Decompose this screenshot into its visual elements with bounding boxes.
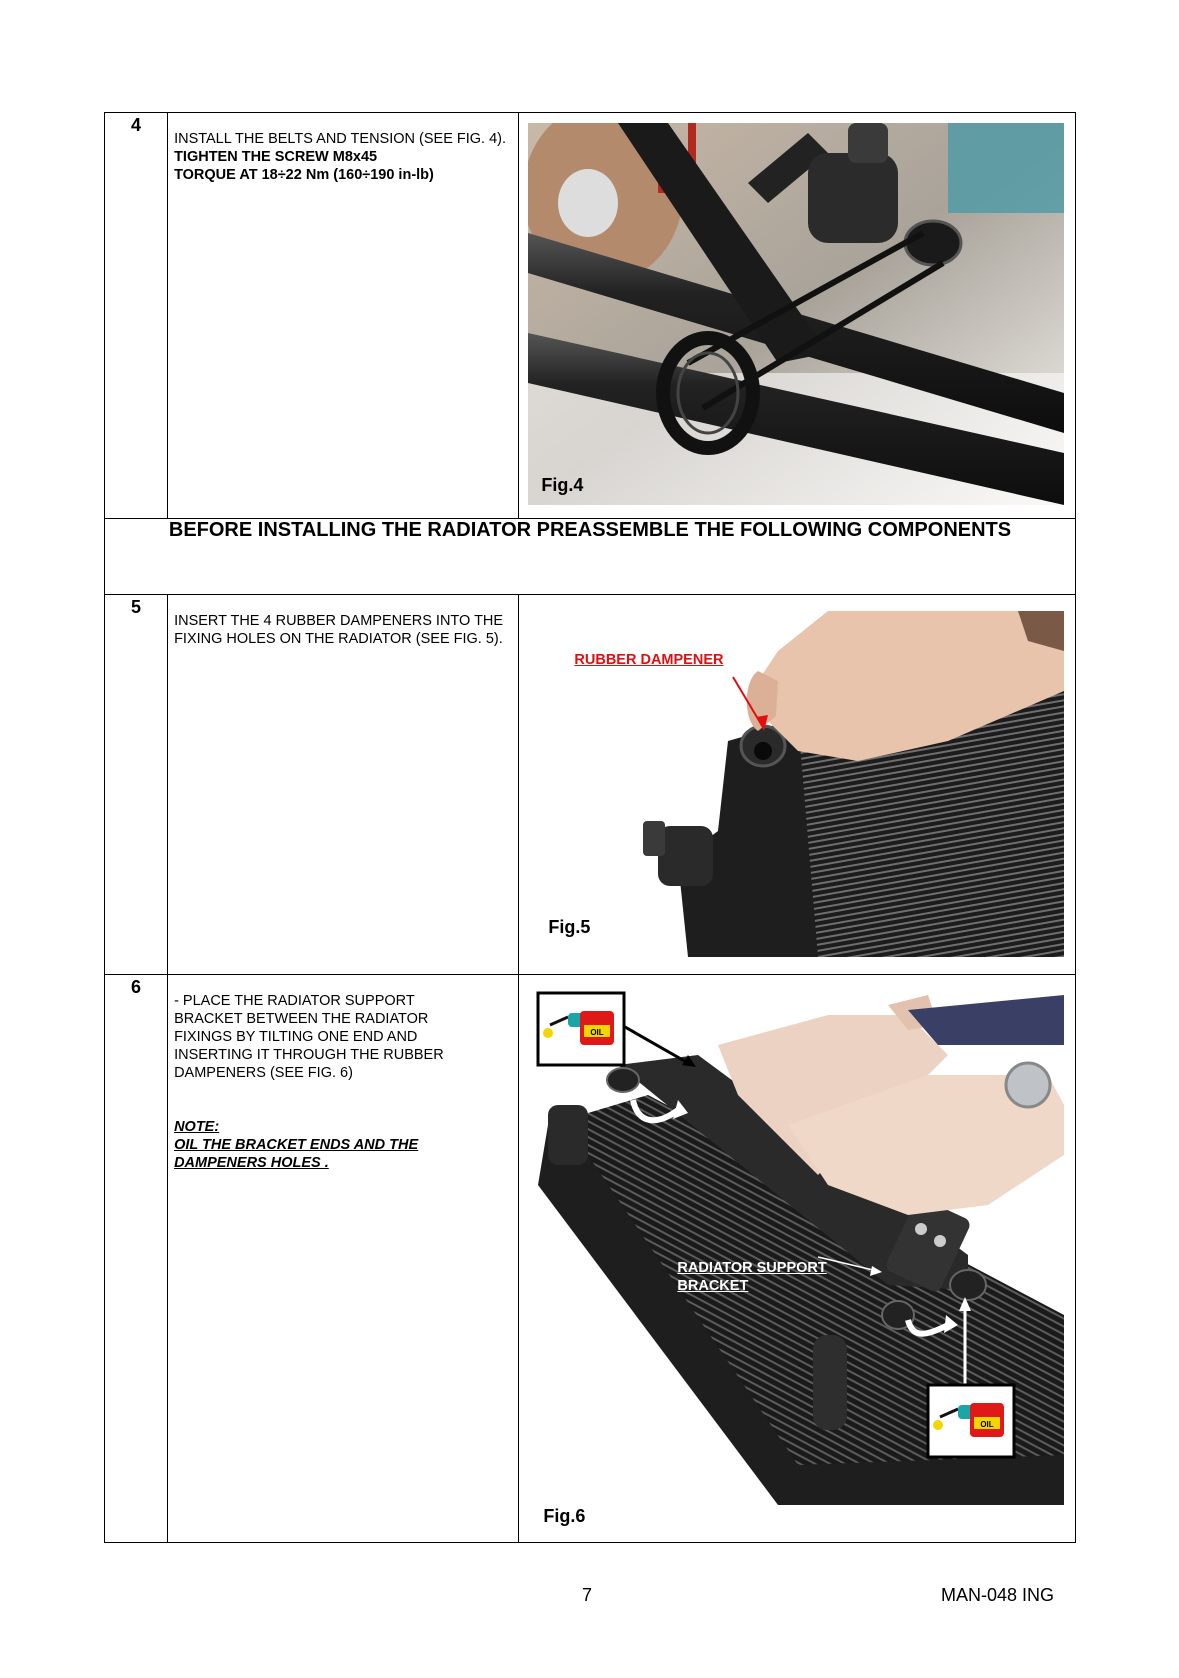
figure-label: Fig.5 [548,917,591,937]
step-row-5 [105,595,1076,975]
step-text-cell [168,975,519,1543]
oil-badge-label: OIL [980,1420,995,1429]
figure-cell [519,975,1076,1543]
section-header: BEFORE INSTALLING THE RADIATOR PREASSEMBLE THE FOLLOWING COMPONENTS [168,519,1012,541]
figure-label: Fig.6 [543,1506,586,1526]
step-screw-spec: TIGHTEN THE SCREW M8x45 [174,149,378,165]
step-number-cell [105,113,168,519]
rubber-dampener-callout: RUBBER DAMPENER [574,652,724,668]
callout-line-1: RADIATOR SUPPORT [677,1260,827,1276]
support-bracket-callout [677,1259,826,1295]
step-text-cell [168,595,519,975]
belt-pulley-photo [528,123,1064,505]
figure-cell [519,595,1076,975]
step-number: 5 [131,597,142,617]
step-number: 4 [131,115,142,135]
step-row-6 [105,975,1076,1543]
note-title: NOTE: [174,1119,220,1135]
page-number: 7 [582,1585,593,1605]
figure-cell [519,113,1076,519]
instruction-table [104,112,1076,1543]
step-text-cell [168,113,519,519]
radiator-bracket-photo [528,985,1064,1525]
callout-line-2: BRACKET [677,1278,749,1294]
step-number-cell [105,975,168,1543]
step-instruction: INSERT THE 4 RUBBER DAMPENERS INTO THE FIXING HOLES ON THE RADIATOR (SEE FIG. 5). [174,613,504,647]
step-torque-spec: TORQUE AT 18÷22 Nm (160÷190 in-lb) [174,167,434,183]
step-instruction: INSTALL THE BELTS AND TENSION (SEE FIG. 4). [174,131,507,147]
step-number: 6 [131,977,142,997]
figure-label: Fig.4 [541,475,584,495]
note-text: OIL THE BRACKET ENDS AND THE DAMPENERS HOLES . [174,1137,419,1171]
oil-badge-label: OIL [590,1028,605,1037]
document-code: MAN-048 ING [941,1585,1055,1605]
section-header-row [105,519,1076,595]
step-row-4 [105,113,1076,519]
section-header-cell [105,519,1076,595]
step-number-cell [105,595,168,975]
step-instruction: - PLACE THE RADIATOR SUPPORT BRACKET BETWEEN THE RADIATOR FIXINGS BY TILTING ONE END AND INSERTING IT THROUGH THE RUBBER DAMPENERS (SEE FIG. 6) [174,993,444,1081]
